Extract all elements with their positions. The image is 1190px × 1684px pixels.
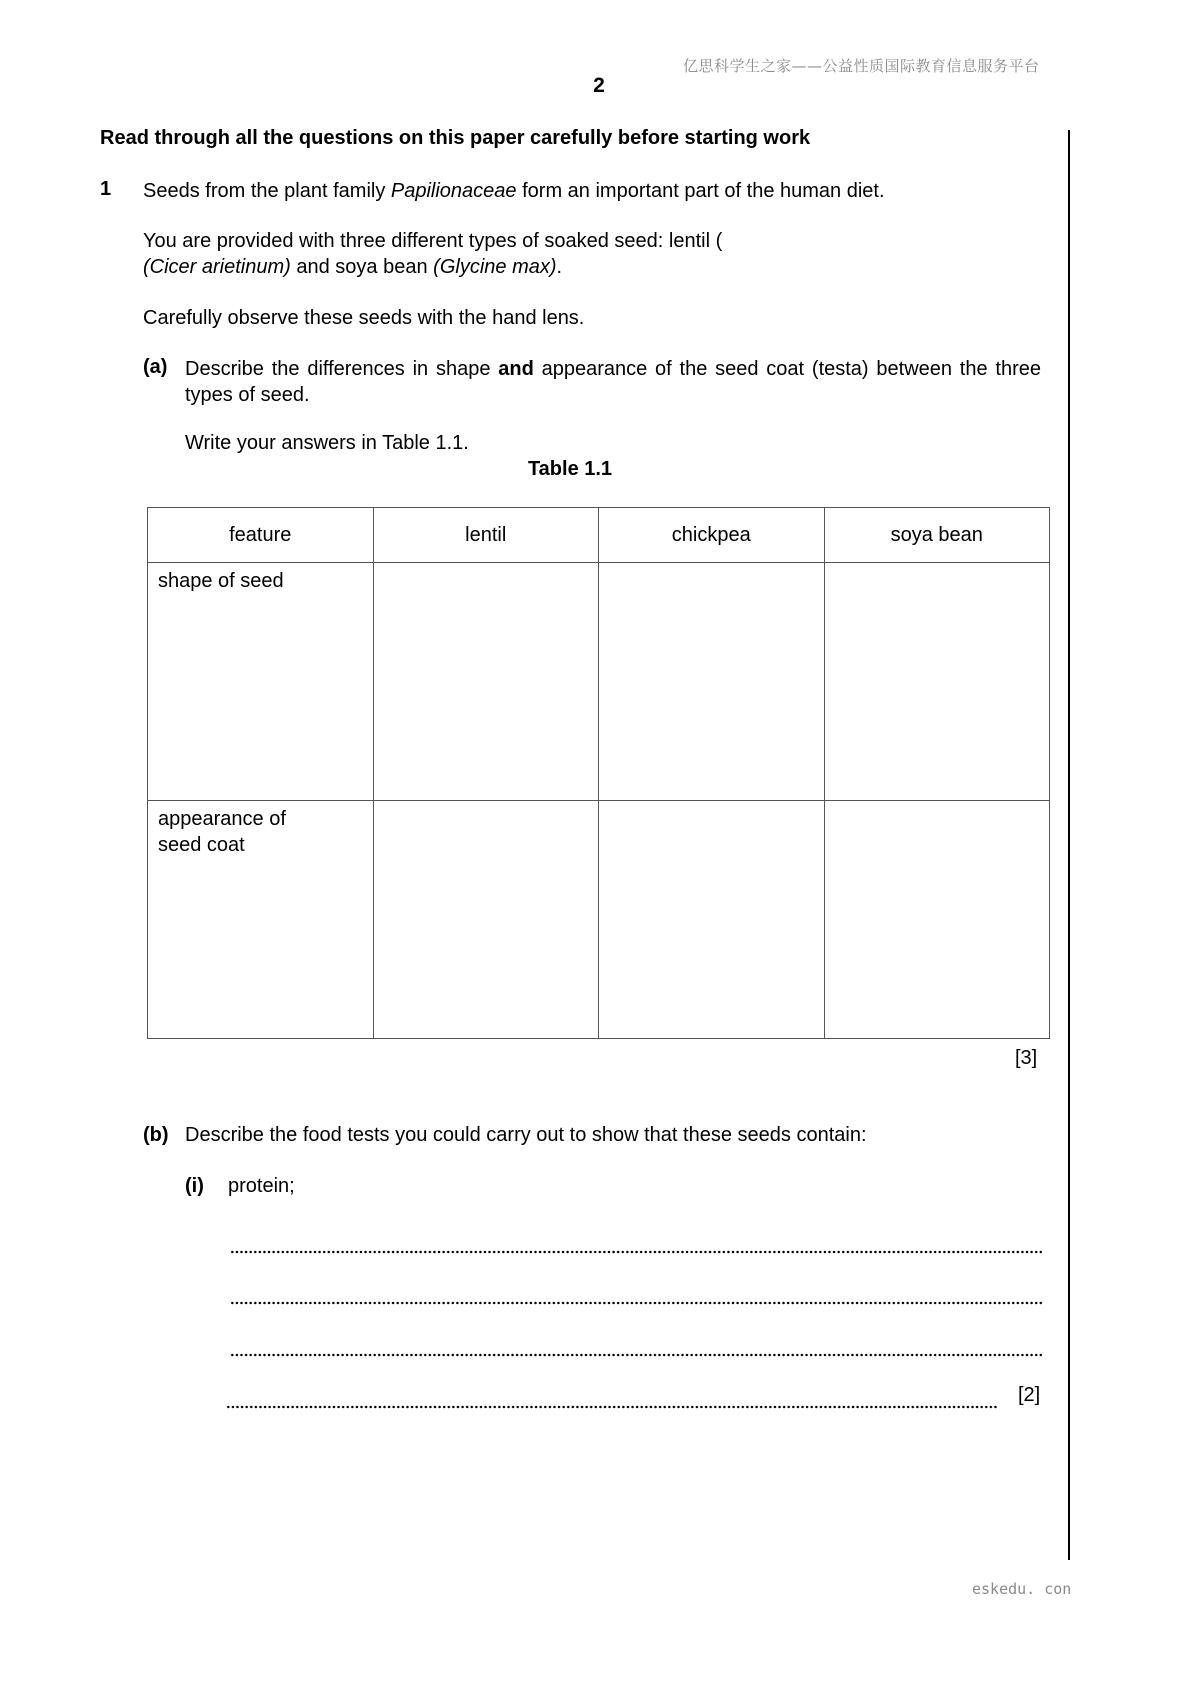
margin-line — [1068, 130, 1070, 1560]
intro-text: Seeds from the plant family — [143, 180, 391, 202]
part-a-text-start: Describe the differences in shape — [185, 358, 499, 380]
answer-cell-lentil-appearance[interactable] — [373, 801, 599, 1039]
provided-mid: and soya bean — [290, 256, 434, 278]
row-label-shape: shape of seed — [148, 563, 374, 801]
provided-line-1: You are provided with three different types of soaked seed: lentil ( — [143, 230, 723, 252]
answer-table — [147, 507, 1050, 1039]
header-soya-bean: soya bean — [824, 508, 1050, 563]
answer-cell-soya-shape[interactable] — [824, 563, 1050, 801]
part-b-i-text: protein; — [228, 1175, 295, 1197]
answer-line-4[interactable] — [226, 1405, 998, 1409]
row-label-appearance-line2: seed coat — [158, 834, 245, 856]
header-feature: feature — [148, 508, 374, 563]
part-a-label: (a) — [143, 356, 168, 378]
footer-watermark: eskedu. con — [972, 1580, 1072, 1598]
table-row — [148, 801, 1050, 1039]
answer-cell-lentil-shape[interactable] — [373, 563, 599, 801]
observe-text: Carefully observe these seeds with the hand lens. — [143, 307, 585, 329]
row-label-appearance-line1: appearance of — [158, 808, 286, 830]
soya-latin: (Glycine max) — [433, 256, 557, 278]
header-lentil: lentil — [373, 508, 599, 563]
table-caption: Table 1.1 — [527, 458, 613, 480]
question-intro — [143, 178, 1043, 204]
answer-line-3[interactable] — [230, 1353, 1042, 1357]
part-b-i-label: (i) — [185, 1175, 204, 1197]
intro-family-name: Papilionaceae — [390, 180, 517, 202]
provided-end: . — [556, 256, 563, 278]
table-header-row — [148, 508, 1050, 563]
part-b-i-marks: [2] — [1018, 1384, 1041, 1406]
part-a-text-end: appearance of the seed coat (testa) between the three types of seed. — [185, 358, 1041, 406]
chickpea-latin: (Cicer arietinum) — [143, 256, 291, 278]
part-a-text — [185, 356, 1041, 408]
intro-text-end: form an important part of the human diet. — [516, 180, 885, 202]
question-number: 1 — [100, 178, 112, 200]
part-b-label: (b) — [143, 1124, 169, 1146]
header-watermark: 亿思科学生之家——公益性质国际教育信息服务平台 — [683, 57, 1040, 75]
instruction-heading: Read through all the questions on this paper carefully before starting work — [100, 127, 811, 149]
write-answers-text: Write your answers in Table 1.1. — [185, 432, 469, 454]
answer-line-2[interactable] — [230, 1301, 1042, 1305]
answer-line-1[interactable] — [230, 1250, 1042, 1254]
table-row — [148, 563, 1050, 801]
provided-line-2 — [143, 254, 1043, 280]
provided-text — [143, 228, 1043, 280]
answer-cell-chickpea-shape[interactable] — [599, 563, 825, 801]
page-number: 2 — [593, 74, 605, 97]
part-a-marks: [3] — [1015, 1047, 1038, 1069]
part-b-text: Describe the food tests you could carry out to show that these seeds contain: — [185, 1124, 867, 1146]
answer-cell-soya-appearance[interactable] — [824, 801, 1050, 1039]
part-a-bold-word: and — [498, 358, 534, 380]
header-chickpea: chickpea — [599, 508, 825, 563]
answer-cell-chickpea-appearance[interactable] — [599, 801, 825, 1039]
row-label-appearance — [148, 801, 374, 1039]
